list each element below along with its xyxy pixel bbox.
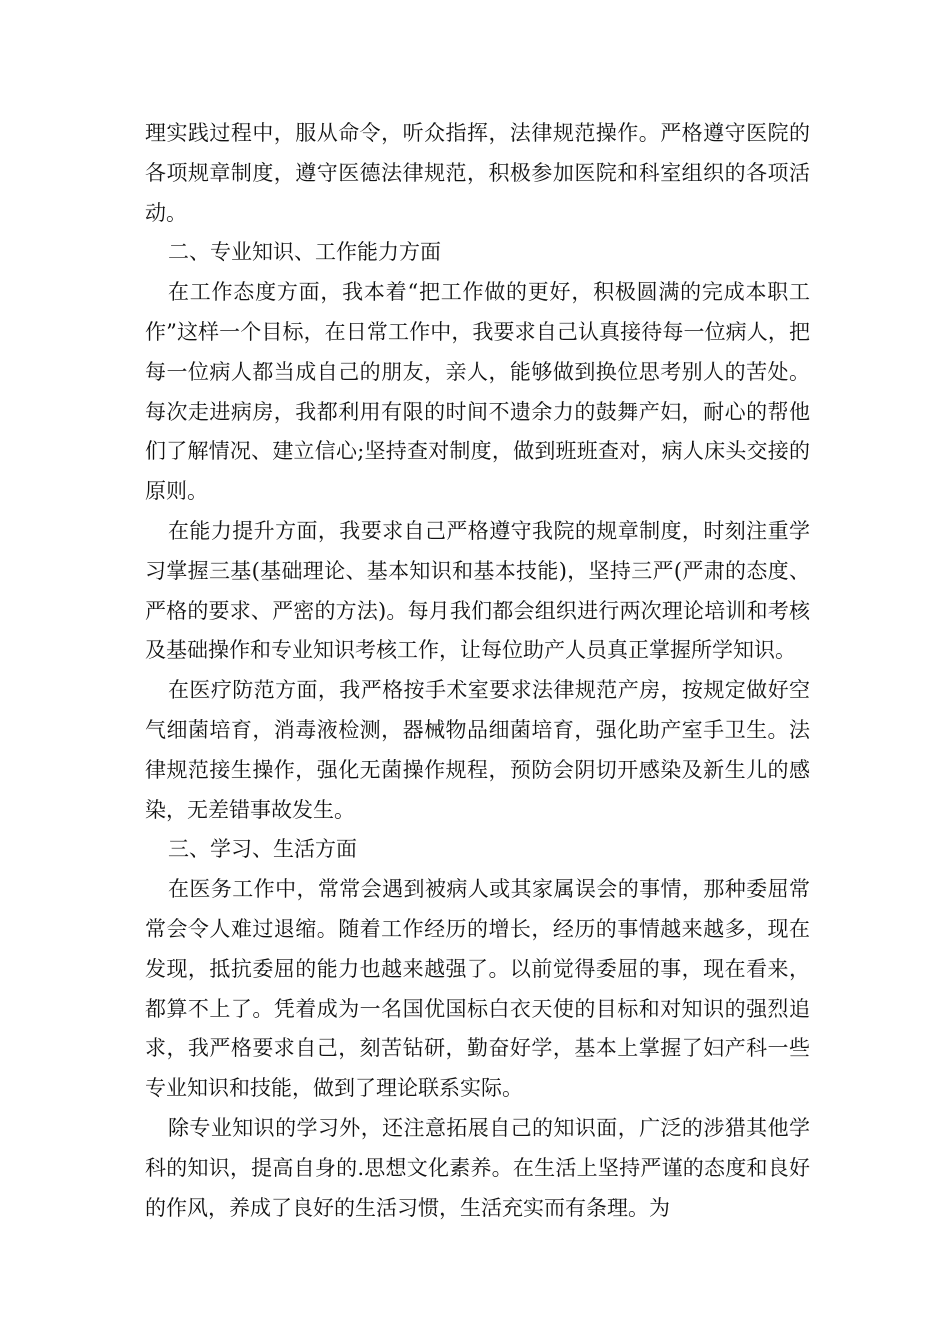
paragraph-work-attitude: 在工作态度方面，我本着“把工作做的更好，积极圆满的完成本职工作”这样一个目标，在日常工作中，我要求自己认真接待每一位病人，把每一位病人都当成自己的朋友，亲人，能够做到换位思考别人的苦处。每次走进病房，我都利用有限的时间不遗余力的鼓舞产妇，耐心的帮他们了解情况、建立信心;坚持查对制度，做到班班查对，病人床头交接的原则。 (145, 280, 810, 504)
section-heading-study-life: 三、学习、生活方面 (168, 837, 357, 862)
paragraph-medical-prevention: 在医疗防范方面，我严格按手术室要求法律规范产房，按规定做好空气细菌培育，消毒液检测，器械物品细菌培育，强化助产室手卫生。法律规范接生操作，强化无菌操作规程，预防会阴切开感染及新生儿的感染，无差错事故发生。 (145, 678, 810, 822)
document-body (145, 114, 810, 1228)
paragraph-medical-work: 在医务工作中，常常会遇到被病人或其家属误会的事情，那种委屈常常会令人难过退缩。随着工作经历的增长，经历的事情越来越多，现在发现，抵抗委屈的能力也越来越强了。以前觉得委屈的事，现在看来，都算不上了。凭着成为一名国优国标白衣天使的目标和对知识的强烈追求，我严格要求自己，刻苦钻研，勤奋好学，基本上掌握了妇产科一些专业知识和技能，做到了理论联系实际。 (145, 877, 810, 1101)
paragraph-knowledge-expansion: 除专业知识的学习外，还注意拓展自己的知识面，广泛的涉猎其他学科的知识，提高自身的.思想文化素养。在生活上坚持严谨的态度和良好的作风，养成了良好的生活习惯，生活充实而有条理。为 (145, 1115, 810, 1220)
paragraph-ability-improvement: 在能力提升方面，我要求自己严格遵守我院的规章制度，时刻注重学习掌握三基(基础理论、基本知识和基本技能)，坚持三严(严肃的态度、严格的要求、严密的方法)。每月我们都会组织进行两次理论培训和考核及基础操作和专业知识考核工作，让每位助产人员真正掌握所学知识。 (145, 518, 810, 663)
section-heading-professional: 二、专业知识、工作能力方面 (168, 240, 441, 265)
paragraph-continued-intro: 理实践过程中，服从命令，听众指挥，法律规范操作。严格遵守医院的各项规章制度，遵守医德法律规范，积极参加医院和科室组织的各项活动。 (145, 121, 810, 225)
